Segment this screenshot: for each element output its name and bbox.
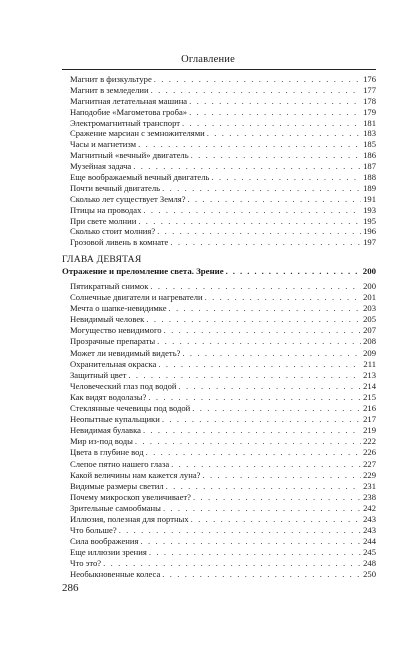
leader-dots — [146, 314, 361, 325]
toc-entry-page: 217 — [363, 414, 376, 425]
leader-dots — [163, 503, 361, 514]
toc-entry-page: 193 — [363, 204, 376, 215]
toc-entry[interactable] — [62, 536, 376, 547]
toc-entry-page: 178 — [363, 95, 376, 106]
toc-entry-page: 215 — [363, 391, 376, 402]
toc-entry[interactable] — [62, 85, 376, 96]
toc-entry-title: Магнитный «вечный» двигатель — [70, 150, 189, 161]
toc-entry-title: Мир из-под воды — [70, 436, 133, 447]
leader-dots — [138, 139, 361, 150]
toc-entry[interactable] — [62, 194, 376, 205]
toc-entry-title: Стеклянные чечевицы под водой — [70, 403, 191, 414]
toc-entry-title: Что это? — [70, 558, 102, 569]
toc-entry-title: Почти вечный двигатель — [70, 182, 161, 193]
leader-dots — [162, 183, 361, 194]
toc-entry-title: Защитный цвет — [70, 369, 127, 380]
toc-list-part1 — [62, 74, 376, 248]
leader-dots — [226, 266, 361, 276]
leader-dots — [119, 525, 361, 536]
toc-entry[interactable] — [62, 336, 376, 347]
toc-entry-page: 187 — [363, 161, 376, 172]
toc-entry-page: 243 — [363, 525, 376, 536]
toc-entry[interactable] — [62, 425, 376, 436]
toc-entry[interactable] — [62, 281, 376, 292]
toc-entry[interactable] — [62, 216, 376, 227]
page-number: 286 — [62, 582, 79, 594]
toc-entry-page: 176 — [363, 74, 376, 84]
leader-dots — [170, 237, 361, 248]
toc-entry-title: Какой величины нам кажется луна? — [70, 469, 201, 480]
toc-entry[interactable] — [62, 492, 376, 503]
toc-entry-title: Неопытные купальщики — [70, 414, 160, 425]
toc-entry-title: Может ли невидимый видеть? — [70, 347, 181, 358]
leader-dots — [128, 370, 361, 381]
toc-entry-title: Могущество невидимого — [70, 325, 162, 336]
toc-entry[interactable] — [62, 558, 376, 569]
toc-entry[interactable] — [62, 569, 376, 580]
toc-entry[interactable] — [62, 74, 376, 85]
toc-entry-title: Сколько стоит молния? — [70, 226, 156, 237]
toc-entry-page: 227 — [363, 458, 376, 469]
toc-entry-title: Солнечные двигатели и нагреватели — [70, 292, 203, 303]
toc-entry[interactable] — [62, 370, 376, 381]
leader-dots — [182, 348, 361, 359]
toc-entry-title: Птицы на проводах — [70, 204, 142, 215]
toc-entry[interactable] — [62, 314, 376, 325]
toc-entry-page: 248 — [363, 558, 376, 569]
toc-entry[interactable] — [62, 470, 376, 481]
leader-dots — [189, 107, 361, 118]
toc-entry-title: Сколько лет существует Земля? — [70, 193, 186, 204]
toc-entry[interactable] — [62, 514, 376, 525]
leader-dots — [143, 425, 361, 436]
toc-entry-page: 196 — [363, 226, 376, 237]
toc-entry-page: 244 — [363, 536, 376, 547]
toc-entry[interactable] — [62, 161, 376, 172]
toc-entry-title: Что больше? — [70, 525, 117, 536]
toc-entry[interactable] — [62, 118, 376, 129]
toc-entry-title: Часы и магнетизм — [70, 139, 137, 150]
toc-entry[interactable] — [62, 403, 376, 414]
toc-entry-title: Магнит в физкультуре — [70, 74, 152, 84]
toc-entry-title: Магнит в земледелии — [70, 84, 149, 95]
toc-entry-page: 188 — [363, 172, 376, 183]
leader-dots — [166, 481, 361, 492]
leader-dots — [164, 325, 362, 336]
toc-entry-page: 211 — [363, 358, 376, 369]
leader-dots — [162, 414, 361, 425]
toc-entry[interactable] — [62, 96, 376, 107]
toc-entry-title: Зрительные самообманы — [70, 502, 161, 513]
chapter-heading: ГЛАВА ДЕВЯТАЯ — [62, 254, 142, 265]
toc-entry[interactable] — [62, 226, 376, 237]
toc-entry-page: 200 — [363, 281, 376, 291]
leader-dots — [157, 226, 361, 237]
toc-entry-title: Необыкновенные колеса — [70, 569, 161, 580]
toc-entry-page: 245 — [363, 547, 376, 558]
toc-entry[interactable] — [62, 348, 376, 359]
leader-dots — [157, 336, 361, 347]
toc-entry-title: Пятикратный снимок — [70, 281, 149, 291]
toc-entry[interactable] — [62, 436, 376, 447]
toc-entry-title: Охранительная окраска — [70, 358, 157, 369]
toc-entry[interactable] — [62, 292, 376, 303]
toc-entry[interactable] — [62, 128, 376, 139]
section-heading[interactable] — [62, 266, 376, 276]
toc-entry[interactable] — [62, 392, 376, 403]
leader-dots — [149, 547, 361, 558]
leader-dots — [179, 381, 362, 392]
toc-entry-page: 185 — [363, 139, 376, 150]
toc-entry[interactable] — [62, 325, 376, 336]
toc-entry-title: Невидимая булавка — [70, 425, 141, 436]
leader-dots — [207, 128, 361, 139]
toc-entry-page: 229 — [363, 469, 376, 480]
toc-entry-page: 189 — [363, 182, 376, 193]
toc-entry[interactable] — [62, 359, 376, 370]
leader-dots — [205, 292, 362, 303]
toc-entry-page: 177 — [363, 84, 376, 95]
toc-entry[interactable] — [62, 459, 376, 470]
toc-entry[interactable] — [62, 183, 376, 194]
toc-entry-page: 219 — [363, 425, 376, 436]
leader-dots — [189, 96, 361, 107]
leader-dots — [135, 436, 361, 447]
toc-entry-page: 243 — [363, 513, 376, 524]
toc-entry-title: Невидимый человек — [70, 314, 145, 325]
toc-entry[interactable] — [62, 237, 376, 248]
leader-dots — [182, 118, 361, 129]
toc-entry-title: Еще иллюзии зрения — [70, 547, 147, 558]
toc-entry[interactable] — [62, 503, 376, 514]
leader-dots — [148, 392, 361, 403]
toc-entry[interactable] — [62, 414, 376, 425]
toc-entry-page: 214 — [363, 380, 376, 391]
toc-entry-page: 207 — [363, 325, 376, 336]
toc-entry-title: Сила воображения — [70, 536, 139, 547]
toc-entry-title: Наподобие «Магометова гроба» — [70, 106, 188, 117]
leader-dots — [140, 536, 361, 547]
toc-entry-title: Видимые размеры светил — [70, 480, 164, 491]
toc-entry-title: Еще воображаемый вечный двигатель — [70, 172, 210, 183]
toc-entry-page: 231 — [363, 480, 376, 491]
toc-entry-page: 226 — [363, 447, 376, 458]
running-header: Оглавление — [181, 54, 235, 65]
toc-entry-page: 186 — [363, 150, 376, 161]
toc-entry-title: Цвета в глубине вод — [70, 447, 144, 458]
leader-dots — [151, 85, 362, 96]
leader-dots — [150, 281, 361, 292]
leader-dots — [138, 216, 361, 227]
toc-entry-title: Грозовой ливень в комнате — [70, 237, 169, 248]
toc-entry[interactable] — [62, 481, 376, 492]
toc-entry[interactable] — [62, 150, 376, 161]
toc-entry-title: Сражение марсиан с земножителями — [70, 128, 205, 139]
toc-entry-title: Магнитная летательная машина — [70, 95, 188, 106]
toc-entry-title: Иллюзия, полезная для портных — [70, 513, 189, 524]
toc-entry-page: 179 — [363, 106, 376, 117]
leader-dots — [202, 470, 361, 481]
toc-entry-page: 208 — [363, 336, 376, 347]
toc-entry-title: Как видят водолазы? — [70, 391, 147, 402]
toc-entry[interactable] — [62, 381, 376, 392]
toc-entry-page: 216 — [363, 403, 376, 414]
section-title: Отражение и преломление света. Зрение — [62, 266, 224, 276]
toc-entry-page: 197 — [363, 237, 376, 248]
toc-list-part2 — [62, 281, 376, 581]
leader-dots — [193, 492, 361, 503]
leader-dots — [191, 514, 361, 525]
toc-entry[interactable] — [62, 303, 376, 314]
toc-entry-page: 238 — [363, 491, 376, 502]
leader-dots — [191, 150, 361, 161]
toc-entry-page: 222 — [363, 436, 376, 447]
toc-entry-title: При свете молнии — [70, 215, 137, 226]
toc-entry[interactable] — [62, 107, 376, 118]
toc-entry[interactable] — [62, 447, 376, 458]
toc-entry-title: Слепое пятно нашего глаза — [70, 458, 170, 469]
leader-dots — [171, 459, 361, 470]
leader-dots — [154, 74, 361, 85]
leader-dots — [188, 194, 362, 205]
header-rule — [62, 69, 376, 70]
leader-dots — [103, 558, 361, 569]
toc-entry-page: 183 — [363, 128, 376, 139]
leader-dots — [146, 447, 362, 458]
toc-entry[interactable] — [62, 139, 376, 150]
toc-entry-title: Мечта о шапке-невидимке — [70, 303, 167, 314]
toc-entry-title: Музейная задача — [70, 161, 132, 172]
leader-dots — [169, 303, 362, 314]
toc-entry-page: 203 — [363, 303, 376, 314]
toc-entry-page: 181 — [363, 117, 376, 128]
toc-entry[interactable] — [62, 547, 376, 558]
toc-entry-page: 209 — [363, 347, 376, 358]
toc-entry[interactable] — [62, 525, 376, 536]
toc-entry-title: Прозрачные препараты — [70, 336, 156, 347]
toc-entry-title: Электромагнитный транспорт — [70, 117, 181, 128]
toc-entry-page: 213 — [363, 369, 376, 380]
toc-entry-page: 191 — [363, 193, 376, 204]
leader-dots — [162, 569, 361, 580]
leader-dots — [133, 161, 361, 172]
leader-dots — [143, 205, 361, 216]
toc-entry-title: Почему микроскоп увеличивает? — [70, 491, 191, 502]
toc-entry-page: 242 — [363, 502, 376, 513]
toc-entry[interactable] — [62, 172, 376, 183]
leader-dots — [158, 359, 361, 370]
toc-entry-page: 195 — [363, 215, 376, 226]
toc-entry-page: 205 — [363, 314, 376, 325]
toc-entry-page: 250 — [363, 569, 376, 580]
leader-dots — [192, 403, 361, 414]
leader-dots — [211, 172, 361, 183]
toc-entry[interactable] — [62, 205, 376, 216]
toc-entry-title: Человеческий глаз под водой — [70, 380, 177, 391]
section-page-number: 200 — [362, 266, 376, 276]
toc-entry-page: 201 — [363, 292, 376, 303]
